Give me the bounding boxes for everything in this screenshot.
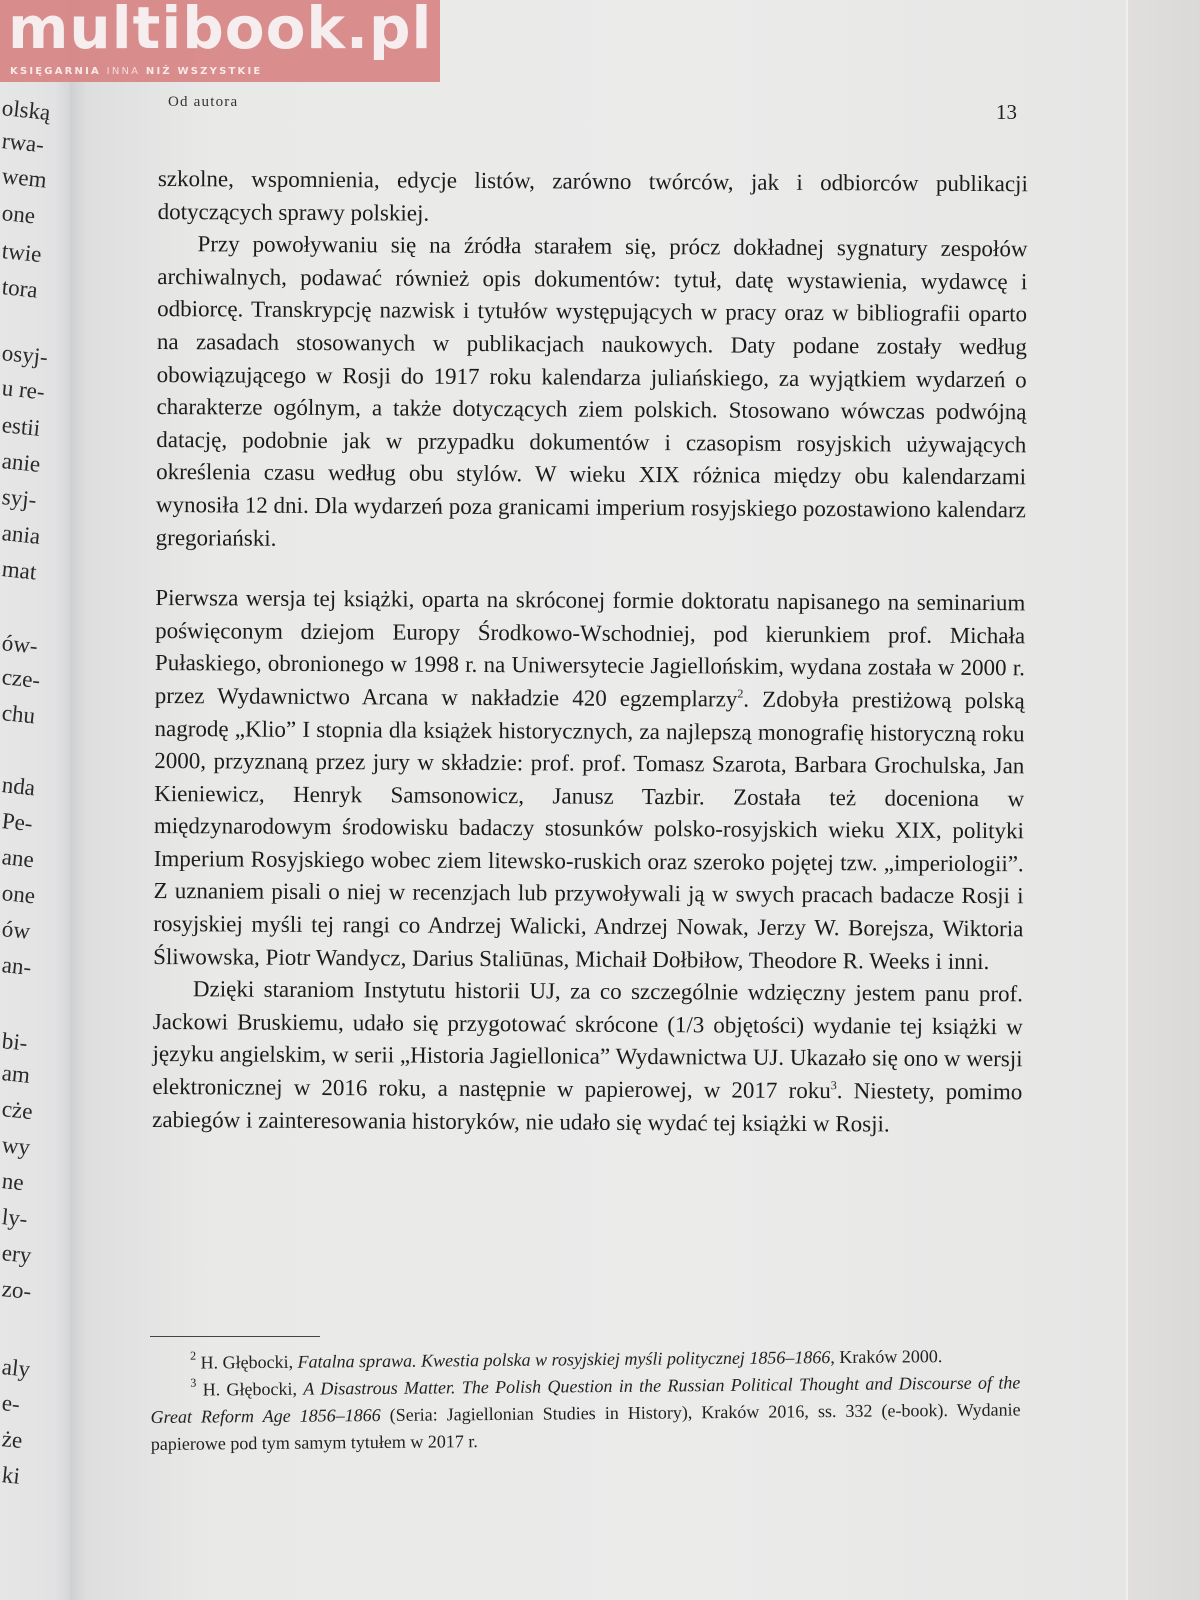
facing-page-text-fragment: ów — [0, 916, 32, 944]
watermark-tagline — [10, 66, 262, 77]
page-number: 13 — [996, 100, 1017, 124]
facing-page-text-fragment: zo- — [0, 1276, 33, 1305]
facing-page-text-fragment: mat — [0, 556, 38, 585]
tagline-part: NIŻ WSZYSTKIE — [145, 66, 263, 77]
facing-page-text-fragment: ania — [0, 520, 42, 549]
paragraph: Przy powoływaniu się na źródła starałem się, prócz dokładnej sygnatury zespołów archiwalnych, podawać również opis dokumentów: tytuł, datę wystawienia, wydawcę i odbiorcę. Transkrypcję nazwisk i tytułów występujących w pracy oraz w bibliografii oparto na zasadach stosowanych w publikacjach naukowych. Daty podane zostały według obowiązującego w Rosji do 1917 roku kalendarza juliańskiego, za wyjątkiem wydarzeń o charakterze ogólnym, a także dotyczących ziem polskich. Stosowano wówczas podwójną datację, podobnie jak w przypadku dokumentów i czasopism rosyjskich używających określenia czasu według obu stylów. W wieku XIX różnica między obu kalendarzami wynosiła 12 dni. Dla wydarzeń poza granicami imperium rosyjskiego pozostawiono kalendarz gregoriański. — [155, 231, 1028, 551]
footnote-title: Fatalna sprawa. Kwestia polska w rosyjskiej myśli politycznej 1856–1866 — [297, 1347, 831, 1372]
paragraph-text: Pierwsza wersja tej książki, oparta na skróconej formie doktoratu napisanego na seminarium poświęconym dziejom Europy Środkowo-Wschodniej, pod kierunkiem prof. Michała Pułaskiego, obronionego w 1998 r. na Uniwersytecie Jagiellońskim, wydana została w 2000 r. przez Wydawnictwo Arcana w nakładzie 420 egzemplarzy — [154, 585, 1026, 712]
facing-page-text-fragment: twie — [0, 238, 43, 268]
facing-page-text-fragment: tora — [0, 274, 39, 303]
facing-page-text-fragment: anie — [0, 448, 42, 477]
facing-page-text-fragment: Pe- — [0, 808, 34, 837]
facing-page-text-fragment: ly- — [0, 1204, 29, 1232]
paragraph-text: Dzięki staraniom Instytutu historii UJ, za co szczególnie wdzięczny jestem panu prof. Jackowi Bruskiemu, udało się przygotować skrócone (1/3 objętości) wydanie tej książki w języku angielskim, w serii „Historia Jagiellonica” Wydawnictwa UJ. Ukazało się ono w wersji elektronicznej w 2016 roku, a następnie w papierowej, w 2017 roku — [152, 976, 1024, 1104]
footnote-number: 3 — [190, 1375, 197, 1390]
paragraph: szkolne, wspomnienia, edycje listów, zarówno twórców, jak i odbiorców publikacji dotyczących sprawy polskiej. — [157, 165, 1028, 226]
facing-page-text-fragment: osyj- — [0, 340, 50, 370]
facing-page-text-fragment: rwa- — [0, 128, 46, 158]
footnote-rest: (Seria: Jagiellonian Studies in History), Kraków 2016, ss. 332 (e-book). Wydanie papierowe pod tym samym tytułem w 2017 r. — [150, 1399, 1021, 1454]
facing-page-text-fragment: one — [0, 200, 37, 229]
facing-page-text-fragment: cże — [0, 1096, 34, 1125]
watermark-banner — [0, 0, 440, 82]
paragraph — [153, 582, 1025, 978]
running-head: Od autora — [168, 94, 239, 110]
facing-page-text-fragment: że — [0, 1426, 24, 1454]
facing-page-text-fragment: e- — [0, 1390, 22, 1417]
facing-page-text-fragment: chu — [0, 700, 37, 729]
facing-page-text-fragment: nda — [0, 772, 37, 801]
facing-page-text-fragment: bi- — [0, 1028, 29, 1056]
footnote-rest: , Kraków 2000. — [830, 1346, 943, 1368]
tagline-part: KSIĘGARNIA — [10, 66, 101, 77]
footnotes — [150, 1342, 1021, 1458]
paragraph-text: . Niestety, pomimo zabiegów i zainteresowania historyków, nie udało się wydać tej książki w Rosji. — [152, 1078, 1023, 1137]
footnote — [150, 1369, 1021, 1458]
facing-page-text-fragment: ne — [0, 1168, 25, 1196]
facing-page-edge — [0, 0, 78, 1600]
facing-page-text-fragment: an- — [0, 952, 33, 981]
facing-page-text-fragment: olską — [0, 95, 52, 126]
facing-page-text-fragment: ki — [0, 1462, 22, 1489]
footnote-ref[interactable]: 3 — [830, 1078, 837, 1093]
footnote-divider — [150, 1336, 320, 1337]
body-text — [152, 163, 1028, 1142]
facing-page-text-fragment: one — [0, 880, 37, 909]
footnote-title: A Disastrous Matter. The Polish Question in the Russian Political Thought and Discourse of the Great Reform Age 1856–1866 — [150, 1372, 1021, 1427]
facing-page-text-fragment: ów- — [0, 630, 39, 659]
facing-page-text-fragment: am — [0, 1060, 32, 1088]
page-stack-edge — [1126, 0, 1200, 1600]
facing-page-text-fragment: wem — [0, 163, 48, 193]
facing-page-text-fragment: estii — [0, 412, 42, 441]
facing-page-text-fragment: wy — [0, 1132, 32, 1160]
facing-page-text-fragment: cze- — [0, 664, 42, 693]
facing-page-text-fragment: u re- — [0, 375, 46, 405]
paragraph-text: . Zdobyła prestiżową polską nagrodę „Klio” I stopnia dla książek historycznych, za najlepszą monografię historyczną roku 2000, przyznaną przez jury w składzie: prof. prof. Tomasz Szarota, Barbara Grochulska, Jan Kieniewicz, Henryk Samsonowicz, Janusz Tazbir. Została też doceniona w międzynarodowym środowisku badaczy stosunków polsko-rosyjskich wieku XIX, polityki Imperium Rosyjskiego wobec ziem litewsko-ruskich oraz szeroko pojętej tzw. „imperiologii”. Z uznaniem pisali o niej w recenzjach lub przywoływali ją w swych pracach badacze Rosji i rosyjskiej myśli tej rangi co Andrzej Walicki, Andrzej Nowak, Jerzy W. Borejsza, Wiktoria Śliwowska, Piotr Wandycz, Darius Staliūnas, Michaił Dołbiłow, Theodore R. Weeks i inni. — [153, 686, 1025, 974]
tagline-part: INNA — [106, 66, 141, 77]
footnote-ref[interactable]: 2 — [737, 686, 744, 701]
facing-page-text-fragment: syj- — [0, 484, 38, 513]
footnote-number: 2 — [189, 1348, 197, 1363]
footnote-author: H. Głębocki, — [200, 1351, 294, 1373]
paragraph — [152, 973, 1023, 1141]
facing-page-text-fragment: ane — [0, 844, 36, 873]
footnote-author: H. Głębocki, — [202, 1378, 298, 1400]
facing-page-text-fragment: aly — [0, 1354, 32, 1382]
facing-page-text-fragment: ery — [0, 1240, 33, 1269]
watermark-logo: multibook.pl — [8, 0, 433, 62]
